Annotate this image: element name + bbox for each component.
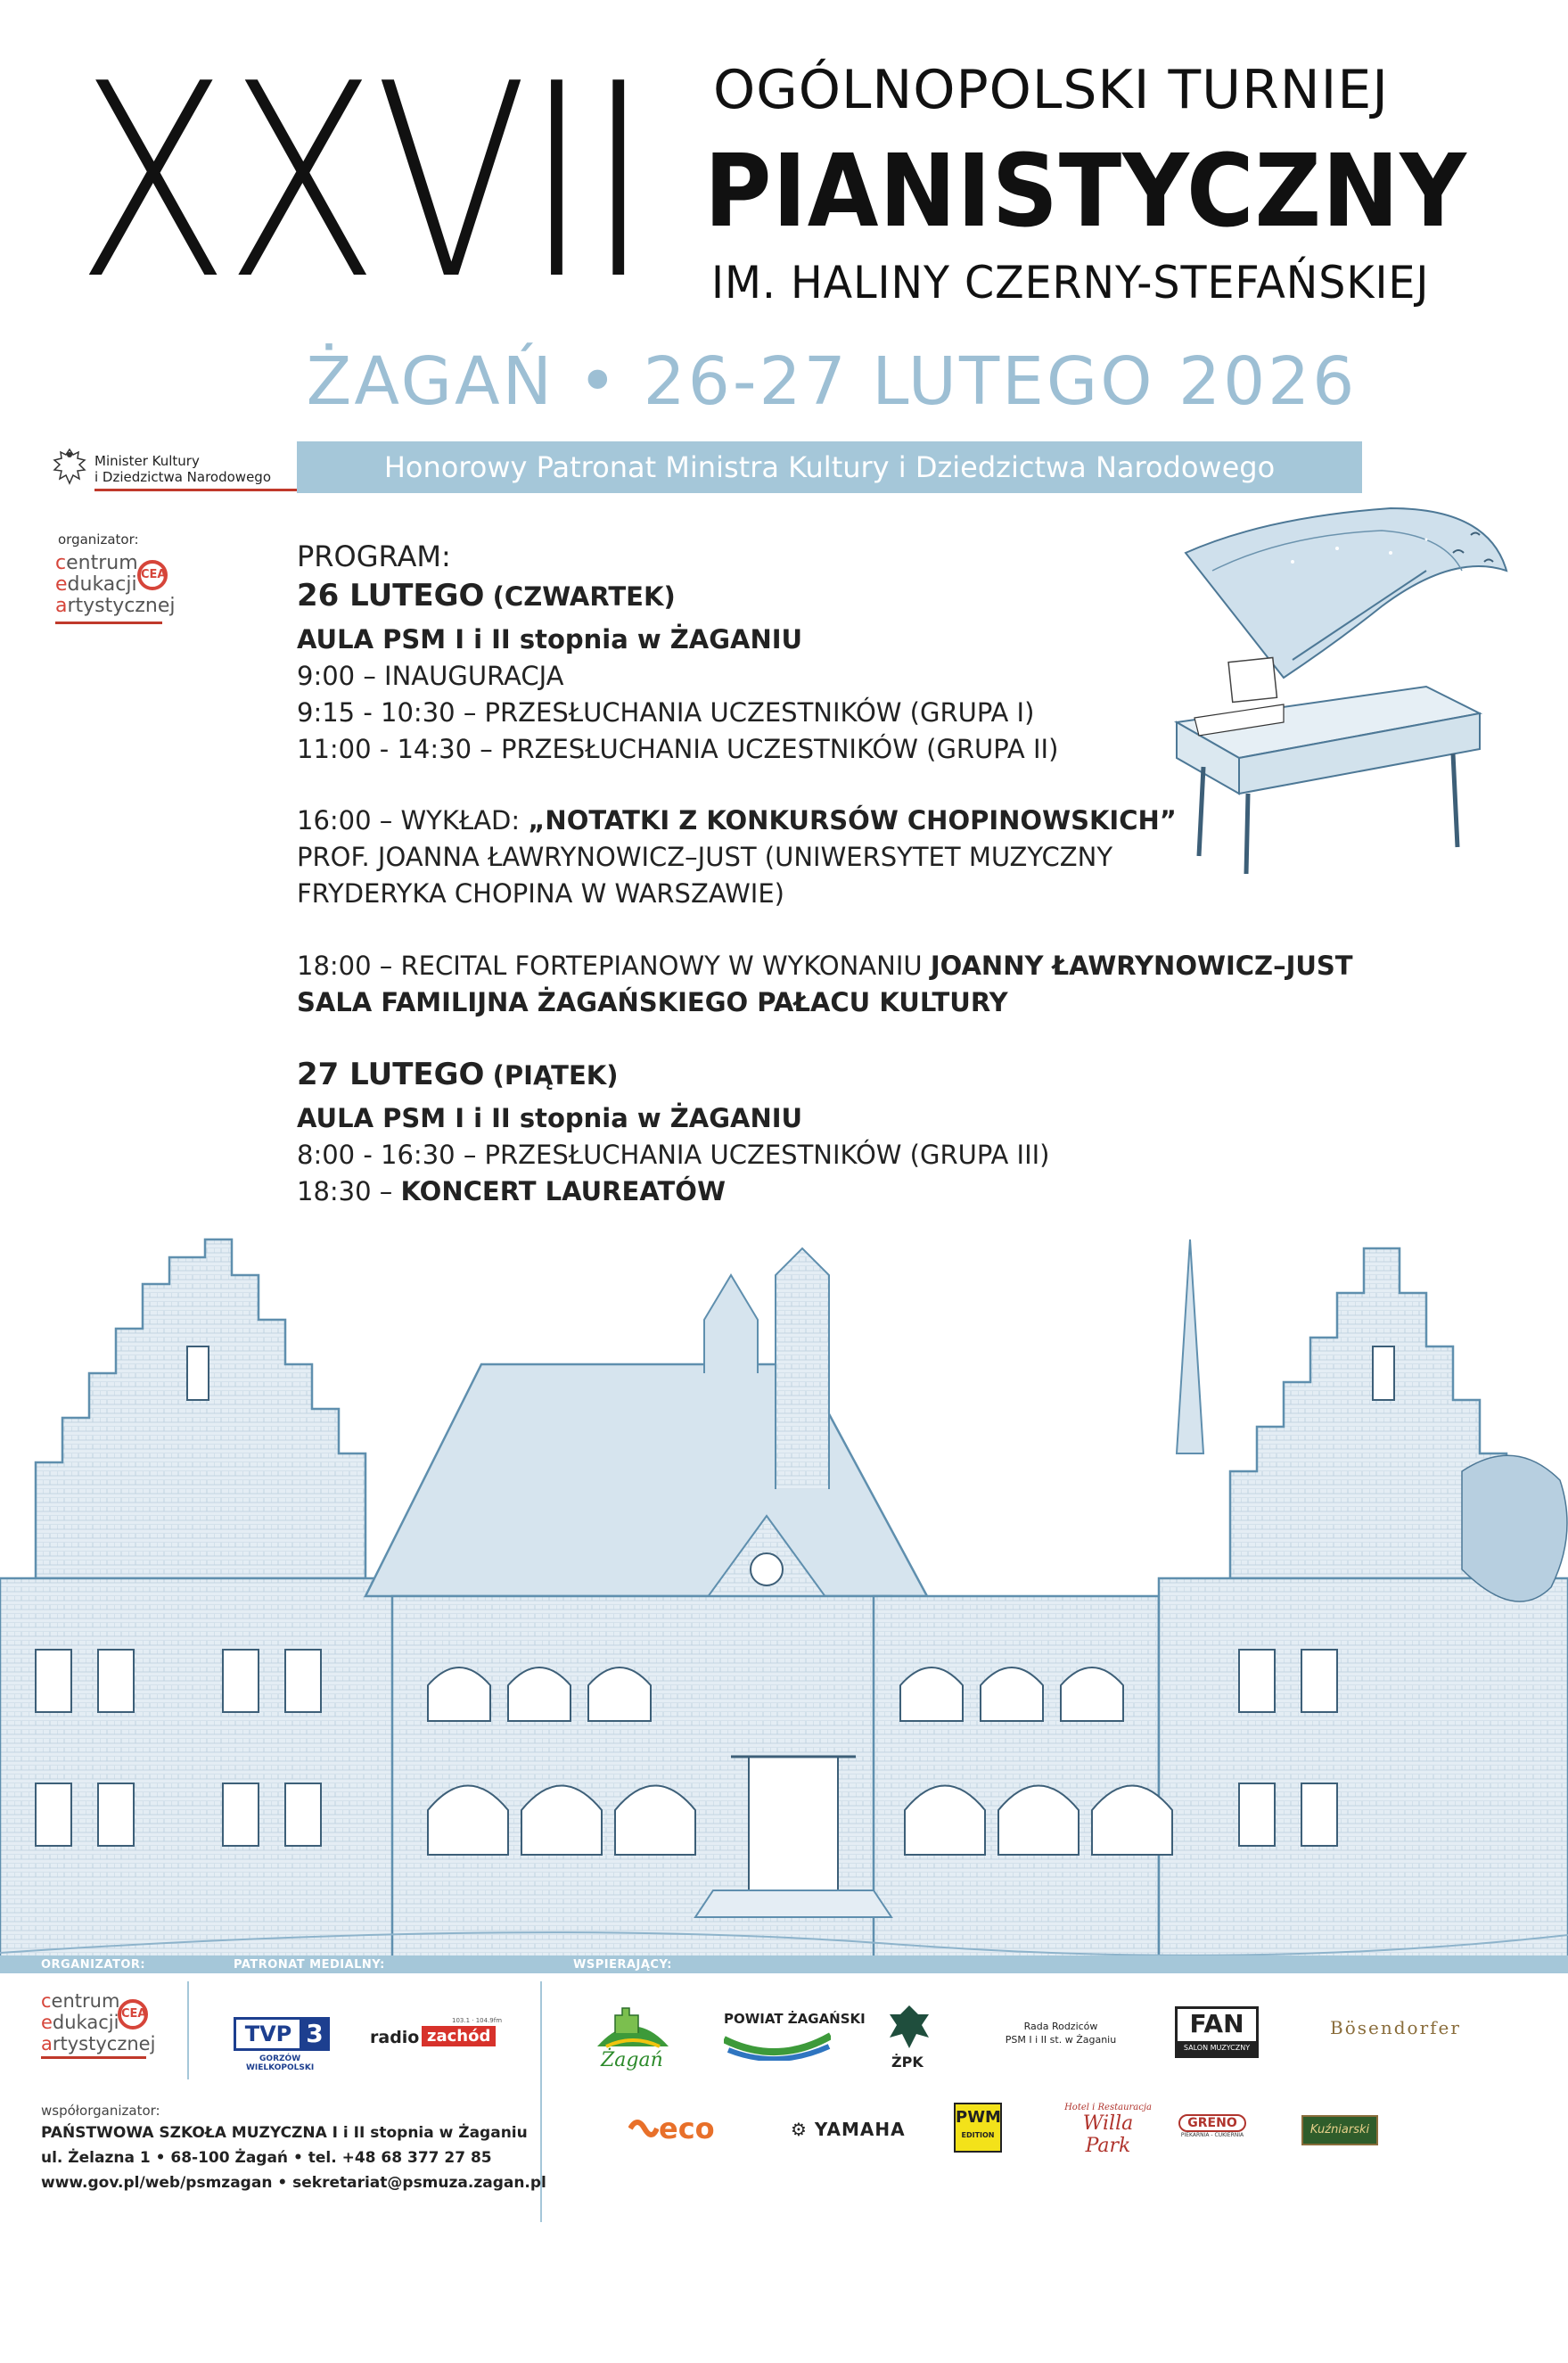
day1-recital: [297, 948, 1353, 984]
day1-date: 26 LUTEGO: [297, 578, 485, 613]
title-line-2: PIANISTYCZNY: [704, 134, 1467, 250]
minister-logo-line-2: i Dziedzictwa Narodowego: [94, 469, 271, 485]
powiat-wave-icon: [724, 2030, 831, 2061]
day1-item-2: 9:15 - 10:30 – PRZESŁUCHANIA UCZESTNIKÓW (GRUPA I): [297, 697, 1035, 728]
cea-logo: [55, 553, 176, 617]
footer-cea-letter-a: a: [41, 2033, 53, 2054]
zagan-logo: [588, 1997, 677, 2078]
kuzniarski-logo: Kuźniarski: [1301, 2115, 1378, 2145]
zagan-castle-icon: [588, 1997, 677, 2051]
footer-cea-line-2: dukacji: [52, 2012, 119, 2033]
willa-small: Hotel i Restauracja: [1064, 2103, 1152, 2112]
willa-park-logo: [1059, 2103, 1157, 2156]
tvp-sub-2: WIELKOPOLSKI: [246, 2063, 315, 2072]
day2-venue-text: AULA PSM I i II stopnia w ŻAGANIU: [297, 1103, 803, 1133]
yamaha-tuning-fork-icon: ⚙: [791, 2119, 808, 2140]
footer-label-support: WSPIERAJĄCY:: [573, 1958, 672, 1972]
zpk-logo: [883, 2002, 936, 2073]
coorganizer-label: współorganizator:: [41, 2103, 160, 2119]
day1-weekday: (CZWARTEK): [492, 581, 676, 612]
footer-label-media: PATRONAT MEDIALNY:: [234, 1958, 385, 1972]
footer-cea-letter-e: e: [41, 2012, 53, 2033]
yamaha-logo: [791, 2119, 906, 2140]
footer-label-organizer: ORGANIZATOR:: [41, 1958, 146, 1972]
cea-logo-rule: [55, 622, 162, 624]
zpk-word: ŻPK: [891, 2054, 924, 2071]
recital-artist: JOANNY ŁAWRYNOWICZ–JUST: [930, 951, 1353, 981]
willa-word: Willa Park: [1082, 2112, 1134, 2157]
day2-heading: [297, 1057, 618, 1093]
greno-logo: [1177, 2113, 1248, 2149]
recital-venue: [297, 984, 1008, 1020]
footer-separator-1: [187, 1981, 189, 2079]
day1-lecture: [297, 803, 1177, 838]
eco-word: eco: [659, 2112, 715, 2145]
day1-item-1: 9:00 – INAUGURACJA: [297, 661, 564, 691]
eco-logo: [628, 2112, 744, 2147]
tvp-number: 3: [300, 2017, 330, 2051]
rada-line-1: Rada Rodziców: [1023, 2021, 1098, 2032]
school-web: www.gov.pl/web/psmzagan • sekretariat@psmuza.zagan.pl: [41, 2174, 546, 2192]
lecture-title: „NOTATKI Z KONKURSÓW CHOPINOWSKICH”: [528, 805, 1177, 836]
cea-letter-e: e: [55, 573, 68, 596]
program-title: PROGRAM:: [297, 539, 451, 573]
day1-item-3: 11:00 - 14:30 – PRZESŁUCHANIA UCZESTNIKÓW (GRUPA II): [297, 734, 1059, 764]
cea-line-2: dukacji: [67, 573, 137, 596]
zpk-emblem-icon: [883, 2002, 936, 2052]
pwm-logo: [954, 2103, 1002, 2153]
day2-item-1: 8:00 - 16:30 – PRZESŁUCHANIA UCZESTNIKÓW (GRUPA III): [297, 1140, 1050, 1170]
minister-logo: [50, 446, 282, 499]
rada-rodzicow-logo: [998, 2020, 1123, 2055]
day2-weekday: (PIĄTEK): [492, 1060, 619, 1091]
roman-numeral-title: XXVII: [76, 27, 648, 338]
grand-piano-illustration: [1159, 499, 1533, 892]
rada-line-2: PSM I i II st. w Żaganiu: [1005, 2034, 1117, 2046]
pwm-word: PWM: [956, 2108, 1001, 2127]
fan-sub: SALON MUZYCZNY: [1178, 2041, 1256, 2055]
patronage-bar: Honorowy Patronat Ministra Kultury i Dziedzictwa Narodowego: [297, 441, 1362, 493]
day1-venue-text: AULA PSM I i II stopnia w ŻAGANIU: [297, 624, 803, 655]
footer-cea-badge-icon: CEA: [118, 1999, 148, 2030]
yamaha-word: YAMAHA: [814, 2119, 906, 2140]
lecture-prefix: 16:00 – WYKŁAD:: [297, 805, 529, 836]
school-name: PAŃSTWOWA SZKOŁA MUZYCZNA I i II stopnia w Żaganiu: [41, 2124, 528, 2142]
day1-heading: [297, 578, 676, 614]
minister-logo-rule: [94, 489, 308, 491]
cea-letter-a: a: [55, 595, 68, 617]
footer-cea-letter-c: c: [41, 1990, 52, 2012]
minister-logo-line-1: Minister Kultury: [94, 453, 200, 469]
organizer-label: organizator:: [58, 531, 139, 548]
concert-prefix: 18:30 –: [297, 1176, 401, 1206]
tvp-mark: TVP: [234, 2017, 303, 2051]
powiat-word: POWIAT ŻAGAŃSKI: [724, 2011, 866, 2027]
powiat-logo: [724, 2011, 866, 2064]
cea-line-1: entrum: [66, 552, 138, 574]
fan-word: FAN: [1189, 2009, 1244, 2038]
day2-date: 27 LUTEGO: [297, 1057, 485, 1092]
tvp3-logo: [234, 2017, 327, 2071]
greno-word: GRENO: [1178, 2114, 1245, 2132]
radio-freq: 103.1 · 104.9fm: [452, 2017, 503, 2024]
recital-venue-text: SALA FAMILIJNA ŻAGAŃSKIEGO PAŁACU KULTURY: [297, 987, 1008, 1017]
title-line-1: OGÓLNOPOLSKI TURNIEJ: [713, 59, 1389, 121]
cea-line-3: rtystycznej: [67, 595, 176, 617]
lecture-line-3: FRYDERYKA CHOPINA W WARSZAWIE): [297, 878, 784, 909]
footer-cea-rule: [41, 2056, 146, 2059]
footer-cea-line-3: rtystycznej: [52, 2033, 156, 2054]
footer-cea-line-1: entrum: [51, 1990, 120, 2012]
day1-venue: [297, 622, 802, 657]
radio-word: radio: [370, 2028, 420, 2047]
cea-badge-icon: CEA: [137, 560, 168, 590]
greno-sub: PIEKARNIA - CUKIERNIA: [1180, 2132, 1244, 2138]
concert-title: KONCERT LAUREATÓW: [400, 1176, 726, 1206]
lecture-line-2: PROF. JOANNA ŁAWRYNOWICZ–JUST (UNIWERSYTET MUZYCZNY: [297, 842, 1113, 872]
fan-logo: [1175, 2006, 1259, 2058]
tvp-sub-1: GORZÓW: [259, 2054, 301, 2063]
footer-cea-logo: [41, 1990, 155, 2054]
zagan-word: Żagań: [601, 2049, 663, 2071]
school-address: ul. Żelazna 1 • 68-100 Żagań • tel. +48 68 377 27 85: [41, 2149, 492, 2167]
bosendorfer-logo: Bösendorfer: [1330, 2017, 1461, 2038]
pwm-sub: EDITION: [961, 2131, 995, 2139]
recital-prefix: 18:00 – RECITAL FORTEPIANOWY W WYKONANIU: [297, 951, 931, 981]
eco-wave-icon: [628, 2115, 659, 2142]
radio-zachod-logo: [370, 2017, 504, 2062]
title-line-3: IM. HALINY CZERNY-STEFAŃSKIEJ: [711, 257, 1430, 309]
cea-letter-c: c: [55, 552, 67, 574]
date-line: ŻAGAŃ • 26-27 LUTEGO 2026: [306, 343, 1358, 420]
eagle-emblem-icon: [50, 446, 89, 496]
zachod-word: zachód: [422, 2026, 496, 2046]
